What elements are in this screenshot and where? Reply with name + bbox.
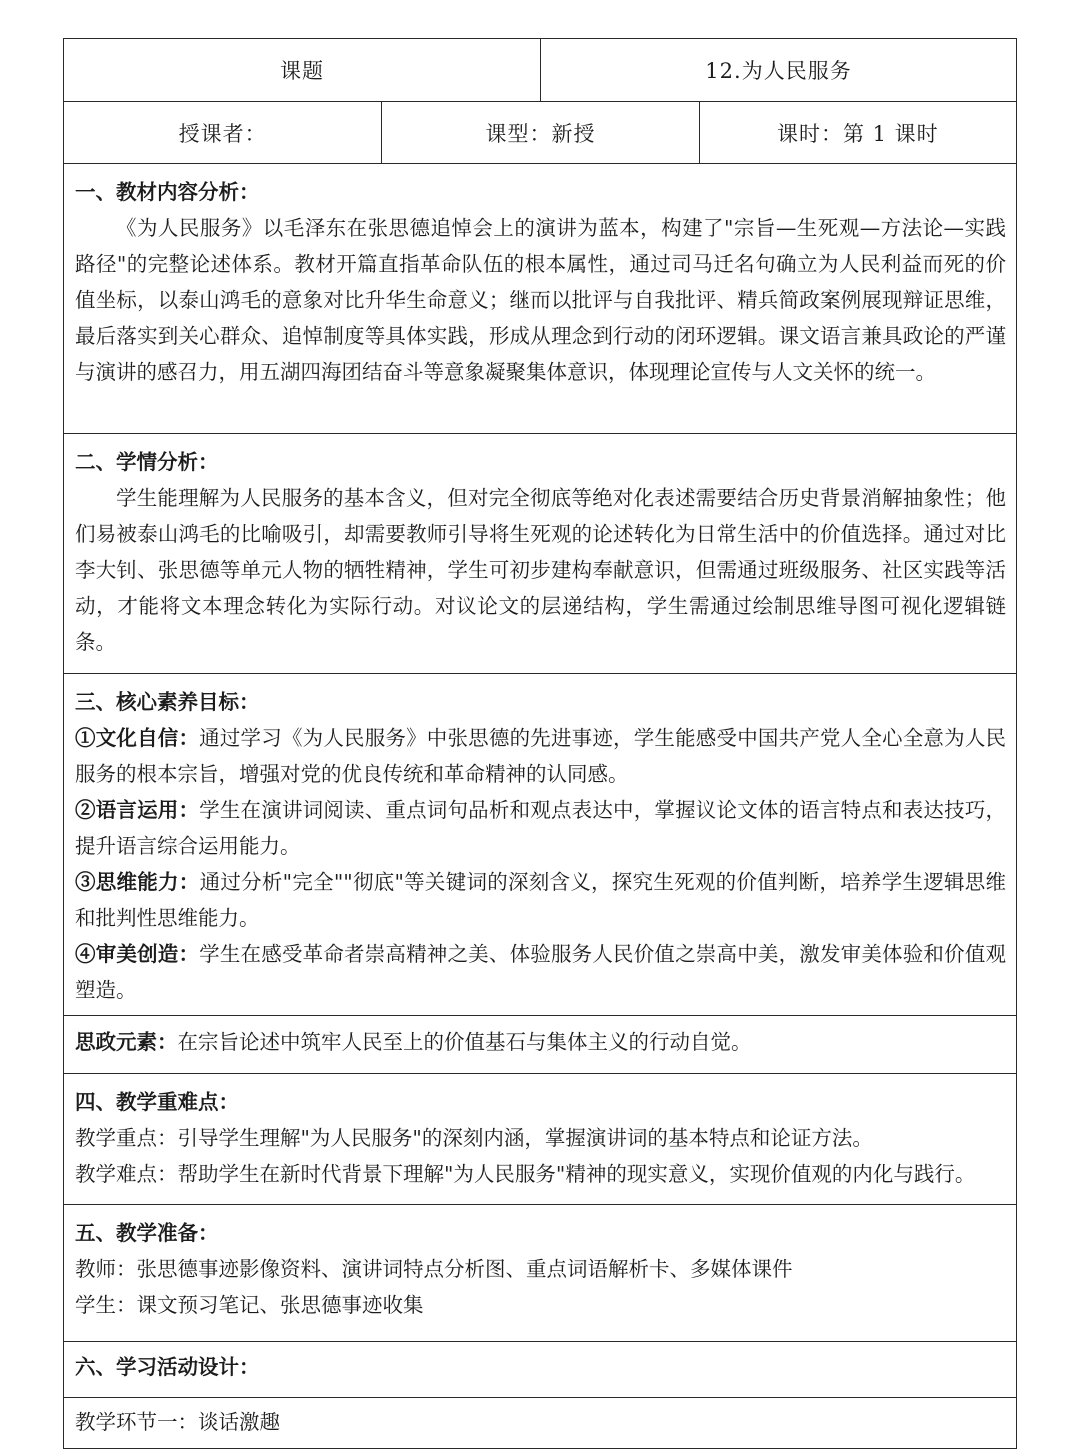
meta-row	[64, 102, 1016, 164]
lesson-period: 课时：第 1 课时	[699, 102, 1016, 163]
topic-row	[64, 39, 1016, 102]
stage-one-section	[64, 1398, 1016, 1448]
activities-heading: 六、学习活动设计：	[75, 1355, 260, 1379]
key-points-section	[64, 1074, 1016, 1205]
textbook-analysis-text: 《为人民服务》以毛泽东在张思德追悼会上的演讲为蓝本，构建了"宗旨—生死观—方法论—实践路径"的完整论述体系。教材开篇直指革命队伍的根本属性，通过司马迁名句确立为人民利益而死的价值坐标，以泰山鸿毛的意象对比升华生命意义；继而以批评与自我批评、精兵简政案例展现辩证思维，最后落实到关心群众、追悼制度等具体实践，形成从理念到行动的闭环逻辑。课文语言兼具政论的严谨与演讲的感召力，用五湖四海团结奋斗等意象凝聚集体意识，体现理论宣传与人文关怀的统一。	[75, 216, 1006, 384]
topic-label: 课题	[280, 59, 324, 83]
teacher-preparation: 教师：张思德事迹影像资料、演讲词特点分析图、重点词语解析卡、多媒体课件	[75, 1257, 793, 1281]
goal-item: ②语言运用：学生在演讲词阅读、重点词句品析和观点表达中，掌握议论文体的语言特点和表达技巧，提升语言综合运用能力。	[75, 798, 1007, 858]
teaching-focus: 教学重点：引导学生理解"为人民服务"的深刻内涵，掌握演讲词的基本特点和论证方法。	[75, 1126, 873, 1150]
student-analysis-heading: 二、学情分析：	[75, 450, 219, 474]
key-points-heading: 四、教学重难点：	[75, 1090, 239, 1114]
teacher-label: 授课者：	[178, 121, 267, 146]
topic-value: 12.为人民服务	[540, 39, 1016, 101]
preparation-heading: 五、教学准备：	[75, 1221, 219, 1245]
goal-item: ③思维能力：通过分析"完全""彻底"等关键词的深刻含义，探究生死观的价值判断，培养学生逻辑思维和批判性思维能力。	[75, 870, 1007, 930]
student-analysis-text: 学生能理解为人民服务的基本含义，但对完全彻底等绝对化表述需要结合历史背景消解抽象性；他们易被泰山鸿毛的比喻吸引，却需要教师引导将生死观的论述转化为日常生活中的价值选择。通过对比李大钊、张思德等单元人物的牺牲精神，学生可初步建构奉献意识，但需通过班级服务、社区实践等活动，才能将文本理念转化为实际行动。对议论文的层递结构，学生需通过绘制思维导图可视化逻辑链条。	[75, 486, 1006, 654]
student-analysis-section	[64, 434, 1016, 674]
lesson-type: 课型：新授	[381, 102, 698, 163]
preparation-section	[64, 1205, 1016, 1342]
ideology-section	[64, 1016, 1016, 1074]
teaching-difficulty: 教学难点：帮助学生在新时代背景下理解"为人民服务"精神的现实意义，实现价值观的内化与践行。	[75, 1162, 976, 1186]
student-preparation: 学生：课文预习笔记、张思德事迹收集	[75, 1293, 424, 1317]
core-goals-heading: 三、核心素养目标：	[75, 690, 260, 714]
goal-item: ④审美创造：学生在感受革命者崇高精神之美、体验服务人民价值之崇高中美，激发审美体验和价值观塑造。	[75, 942, 1007, 1002]
ideology-text: 在宗旨论述中筑牢人民至上的价值基石与集体主义的行动自觉。	[177, 1030, 752, 1054]
textbook-analysis-section	[64, 164, 1016, 434]
goal-item: ①文化自信：通过学习《为人民服务》中张思德的先进事迹，学生能感受中国共产党人全心全意为人民服务的根本宗旨，增强对党的优良传统和革命精神的认同感。	[75, 726, 1007, 786]
ideology-line	[75, 1024, 752, 1060]
ideology-label: 思政元素：	[75, 1030, 178, 1054]
stage-one-text: 教学环节一：谈话激趣	[75, 1410, 280, 1434]
textbook-analysis-heading: 一、教材内容分析：	[75, 180, 260, 204]
activities-section	[64, 1342, 1016, 1398]
lesson-plan-table	[63, 38, 1017, 1449]
core-goals-section	[64, 674, 1016, 1016]
